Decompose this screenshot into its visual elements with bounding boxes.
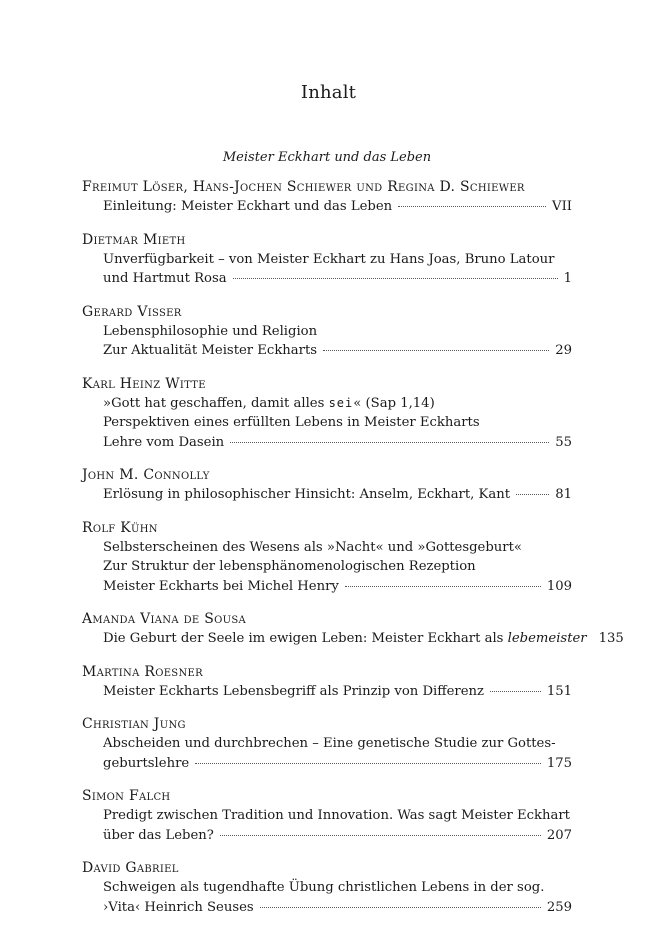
toc-entry [82, 663, 572, 702]
entry-title: Zur Struktur der lebensphänomenologischen Rezeption [103, 559, 476, 574]
entry-title-line[interactable] [82, 433, 572, 453]
dot-leader [195, 762, 541, 764]
entry-title: Lebensphilosophie und Religion [103, 323, 318, 339]
entry-title: Lehre vom Dasein [103, 434, 225, 450]
page-number: 259 [546, 899, 572, 915]
section-heading: Meister Eckhart und das Leben [222, 150, 432, 165]
entry-author: Freimut Löser, Hans-Jochen Schiewer und Regina D. Schiewer [82, 179, 525, 195]
toc-entry [82, 231, 572, 289]
entry-title-line[interactable] [82, 269, 572, 289]
entry-title-line[interactable] [82, 898, 572, 918]
entry-author: David Gabriel [82, 860, 179, 876]
entry-title-line[interactable] [82, 826, 572, 846]
dot-leader [490, 690, 541, 692]
entry-title-line[interactable] [82, 754, 572, 774]
entry-title: Meister Eckharts Lebensbegriff als Prinzip von Differenz [103, 683, 484, 699]
entry-title: Einleitung: Meister Eckhart und das Leben [103, 199, 393, 214]
toc-entry [82, 375, 572, 453]
entry-title: über das Leben? [103, 827, 214, 843]
dot-leader [230, 441, 549, 443]
entry-title-line[interactable] [82, 629, 624, 649]
entry-title: Unverfügbarkeit – von Meister Eckhart zu Hans Joas, Bruno Latour [103, 251, 555, 267]
dot-leader [345, 585, 541, 587]
page-number: 81 [555, 487, 572, 502]
entry-title-line[interactable] [82, 197, 572, 217]
entry-title: Abscheiden und durchbrechen – Eine genetische Studie zur Gottes- [103, 736, 556, 751]
page-number: 109 [546, 578, 572, 594]
table-of-contents [82, 178, 624, 931]
toc-entry [82, 178, 572, 217]
page-number: 29 [555, 343, 572, 358]
dot-leader [260, 906, 541, 908]
toc-entry [82, 466, 572, 505]
entry-author: Simon Falch [82, 788, 171, 804]
entry-title: Predigt zwischen Tradition und Innovation. Was sagt Meister Eckhart [103, 808, 570, 823]
toc-entry [82, 787, 572, 845]
dot-leader [220, 834, 541, 836]
dot-leader [323, 349, 549, 351]
entry-author: Dietmar Mieth [82, 231, 186, 248]
entry-author: John M. Connolly [82, 467, 210, 483]
entry-title: Selbsterscheinen des Wesens als »Nacht« und »Gottesgeburt« [103, 539, 522, 555]
title-part: Die Geburt der Seele im ewigen Leben: Meister Eckhart als [103, 631, 508, 646]
entry-title: Meister Eckharts bei Michel Henry [103, 578, 339, 594]
entry-title [103, 629, 587, 649]
page-number: 207 [546, 827, 572, 843]
entry-author: Gerard Visser [82, 303, 182, 320]
page-title: Inhalt [300, 82, 357, 103]
entry-title: ›Vita‹ Heinrich Seuses [103, 899, 254, 915]
entry-title: und Hartmut Rosa [103, 271, 227, 286]
entry-author: Rolf Kühn [82, 519, 158, 536]
entry-title: Perspektiven eines erfüllten Lebens in Meister Eckharts [103, 415, 480, 430]
toc-entry [82, 610, 624, 649]
entry-author: Amanda Viana de Sousa [82, 611, 247, 627]
toc-entry [82, 715, 572, 773]
entry-title [82, 394, 572, 414]
entry-title-line[interactable] [82, 341, 572, 361]
page-number: VII [552, 199, 572, 214]
page-number: 175 [546, 755, 572, 771]
title-spaced-word: sei [328, 395, 354, 410]
entry-title: Erlösung in philosophischer Hinsicht: Anselm, Eckhart, Kant [103, 487, 511, 502]
dot-leader [516, 493, 549, 495]
page-number: 1 [563, 271, 572, 286]
entry-author: Martina Roesner [82, 663, 203, 680]
entry-title-line[interactable] [82, 577, 572, 597]
page-number: 55 [555, 434, 572, 450]
toc-entry [82, 303, 572, 361]
toc-entry [82, 859, 572, 917]
dot-leader [233, 277, 558, 279]
page-number: 135 [598, 631, 624, 646]
toc-entry [82, 519, 572, 597]
entry-title: Zur Aktualität Meister Eckharts [103, 343, 318, 358]
page-number: 151 [546, 683, 572, 699]
entry-title-line[interactable] [82, 682, 572, 702]
entry-author: Christian Jung [82, 716, 186, 732]
entry-title: geburtslehre [103, 755, 190, 771]
entry-title-line[interactable] [82, 485, 572, 505]
title-part: « (Sap 1,14) [353, 395, 435, 411]
dot-leader [398, 205, 546, 207]
title-part: »Gott hat geschaffen, damit alles [103, 395, 329, 411]
entry-title: Schweigen als tugendhafte Übung christlichen Lebens in der sog. [103, 880, 545, 895]
title-italic-word: lebemeister [507, 631, 587, 646]
entry-author: Karl Heinz Witte [82, 375, 206, 392]
